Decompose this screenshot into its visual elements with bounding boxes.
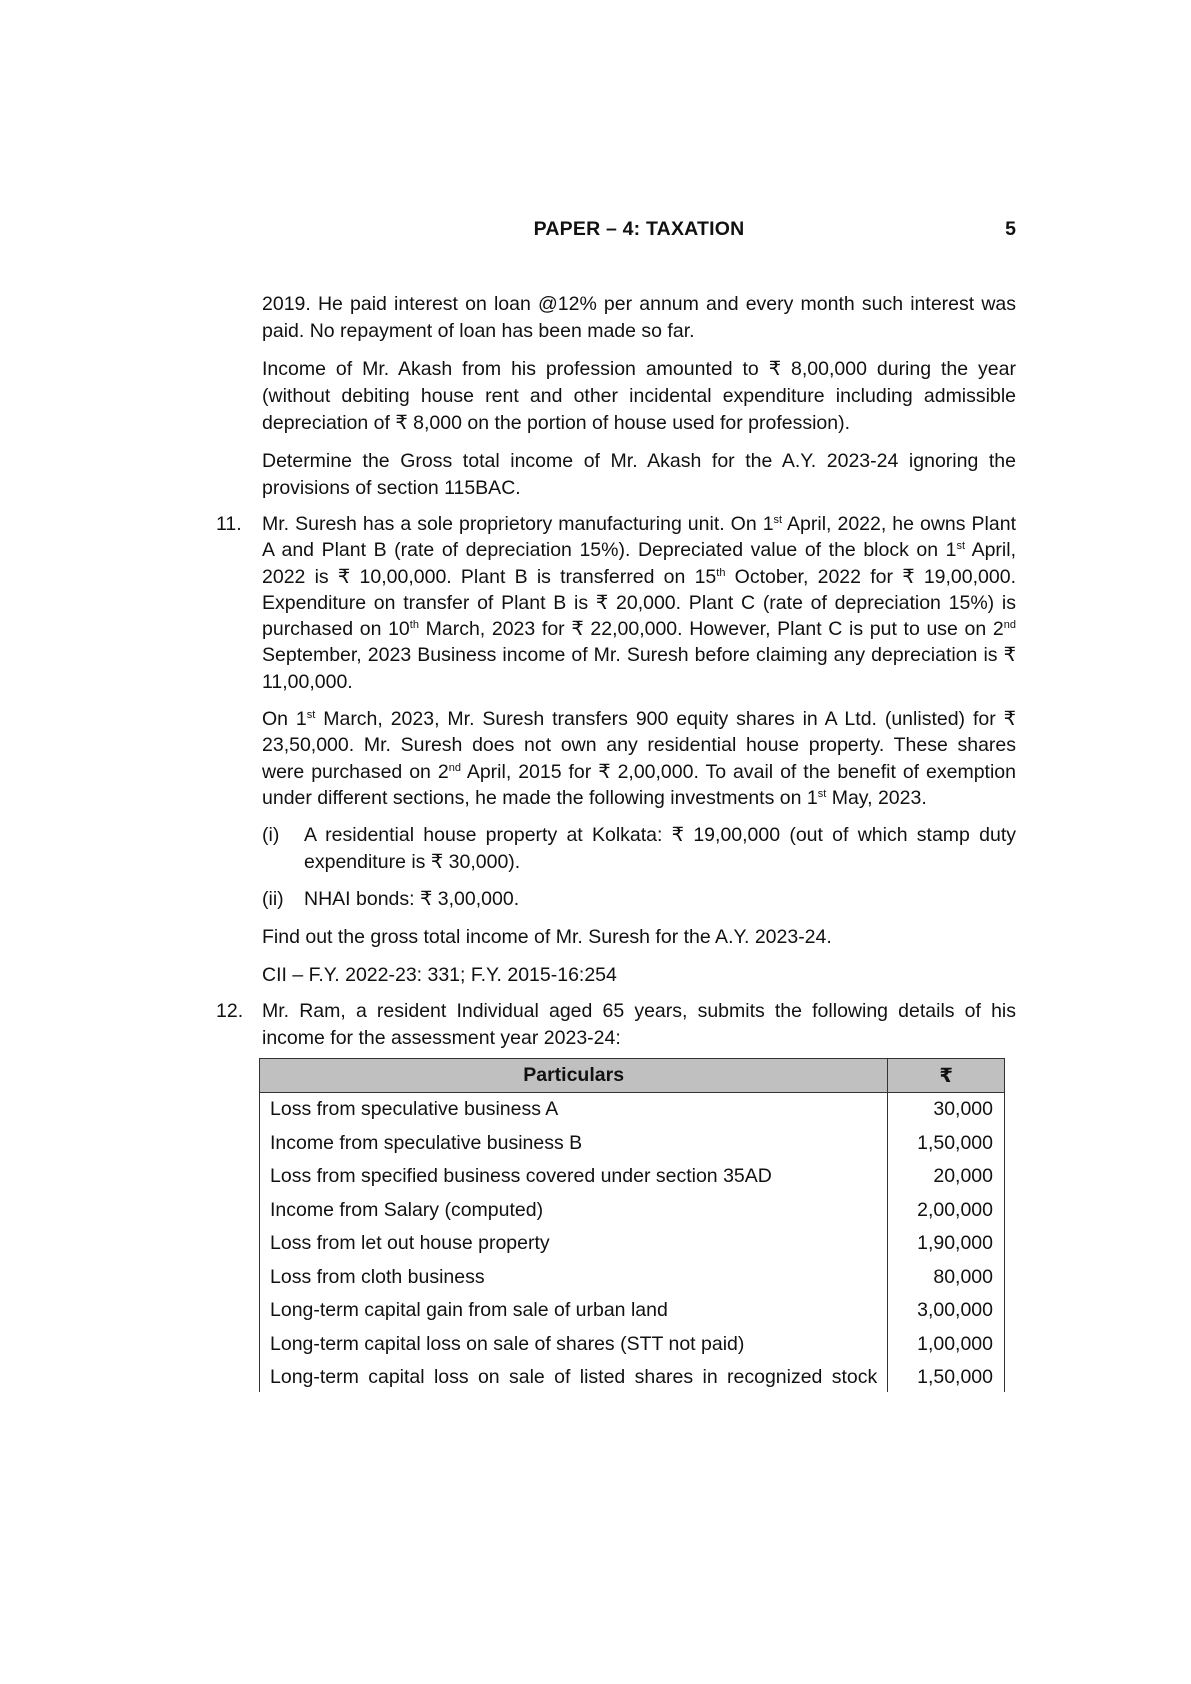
table-row <box>260 1261 1005 1295</box>
table-header-row <box>260 1059 1005 1093</box>
item-label: (i) <box>262 824 280 847</box>
amount-cell: 1,00,000 <box>888 1328 1005 1362</box>
particulars-header: Particulars <box>260 1059 888 1093</box>
particular-cell: Long-term capital loss on sale of listed shares in recognized stock <box>260 1361 888 1392</box>
table-row <box>260 1227 1005 1261</box>
question-number: 11. <box>216 513 242 535</box>
income-details-table <box>259 1058 1005 1392</box>
table-row <box>260 1361 1005 1392</box>
question-12 <box>216 998 1016 1052</box>
question-11 <box>216 511 1016 695</box>
item-label: (ii) <box>262 887 284 910</box>
question-number: 12. <box>216 999 244 1022</box>
q12-intro: Mr. Ram, a resident Individual aged 65 years, submits the following details of his income for the assessment year 2023-24: <box>262 999 1016 1049</box>
particular-cell: Loss from speculative business A <box>260 1093 888 1127</box>
particular-cell: Income from speculative business B <box>260 1127 888 1161</box>
amount-cell: 80,000 <box>888 1261 1005 1295</box>
particular-cell: Long-term capital gain from sale of urban land <box>260 1294 888 1328</box>
amount-cell: 30,000 <box>888 1093 1005 1127</box>
particular-cell: Loss from specified business covered under section 35AD <box>260 1160 888 1194</box>
amount-cell: 1,50,000 <box>888 1127 1005 1161</box>
q11-paragraph-2: On 1st March, 2023, Mr. Suresh transfers 900 equity shares in A Ltd. (unlisted) for ₹ 23,50,000. Mr. Suresh does not own any residential house property. These shares were purchased on 2nd April, 2015 for ₹ 2,00,000. To avail of the benefit of exemption under different sections, he made the following investments on 1st May, 2023. <box>262 708 1017 809</box>
q11-paragraph-1: Mr. Suresh has a sole proprietory manufacturing unit. On 1st April, 2022, he owns Plant A and Plant B (rate of depreciation 15%). Depreciated value of the block on 1st April, 2022 is ₹ 10,00,000. Plant B is transferred on 15th October, 2022 for ₹ 19,00,000. Expenditure on transfer of Plant B is ₹ 20,000. Plant C (rate of depreciation 15%) is purchased on 10th March, 2023 for ₹ 22,00,000. However, Plant C is put to use on 2nd September, 2023 Business income of Mr. Suresh before claiming any depreciation is ₹ 11,00,000. <box>262 513 1016 693</box>
table-row <box>260 1194 1005 1228</box>
amount-cell: 1,50,000 <box>888 1361 1005 1392</box>
q11-item-ii <box>262 886 1016 913</box>
q11-question: Find out the gross total income of Mr. Suresh for the A.Y. 2023-24. <box>262 925 832 948</box>
item-text: A residential house property at Kolkata: ₹ 19,00,000 (out of which stamp duty expenditure is ₹ 30,000). <box>304 824 1016 873</box>
table-row <box>260 1328 1005 1362</box>
q10-paragraph-3: Determine the Gross total income of Mr. Akash for the A.Y. 2023-24 ignoring the provisions of section 115BAC. <box>262 450 1016 499</box>
particular-cell: Loss from let out house property <box>260 1227 888 1261</box>
table-row <box>260 1160 1005 1194</box>
table-row <box>260 1127 1005 1161</box>
particular-cell: Income from Salary (computed) <box>260 1194 888 1228</box>
paper-title: PAPER – 4: TAXATION <box>533 218 745 240</box>
income-table-wrapper <box>259 1058 1006 1392</box>
particular-cell: Loss from cloth business <box>260 1261 888 1295</box>
page-number: 5 <box>1005 218 1016 240</box>
q11-item-i <box>262 822 1016 875</box>
amount-cell: 1,90,000 <box>888 1227 1005 1261</box>
table-row <box>260 1093 1005 1127</box>
page-header <box>262 218 1016 246</box>
amount-header: ₹ <box>888 1059 1005 1093</box>
particular-cell: Long-term capital loss on sale of shares (STT not paid) <box>260 1328 888 1362</box>
q10-paragraph-1: 2019. He paid interest on loan @12% per annum and every month such interest was paid. No repayment of loan has been made so far. <box>262 293 1016 342</box>
page-body <box>216 291 1016 1052</box>
amount-cell: 2,00,000 <box>888 1194 1005 1228</box>
item-text: NHAI bonds: ₹ 3,00,000. <box>304 887 520 910</box>
q11-cii: CII – F.Y. 2022-23: 331; F.Y. 2015-16:254 <box>262 963 617 986</box>
table-row <box>260 1294 1005 1328</box>
amount-cell: 3,00,000 <box>888 1294 1005 1328</box>
q10-paragraph-2: Income of Mr. Akash from his profession amounted to ₹ 8,00,000 during the year (without debiting house rent and other incidental expenditure including admissible depreciation of ₹ 8,000 on the portion of house used for profession). <box>262 358 1016 434</box>
amount-cell: 20,000 <box>888 1160 1005 1194</box>
